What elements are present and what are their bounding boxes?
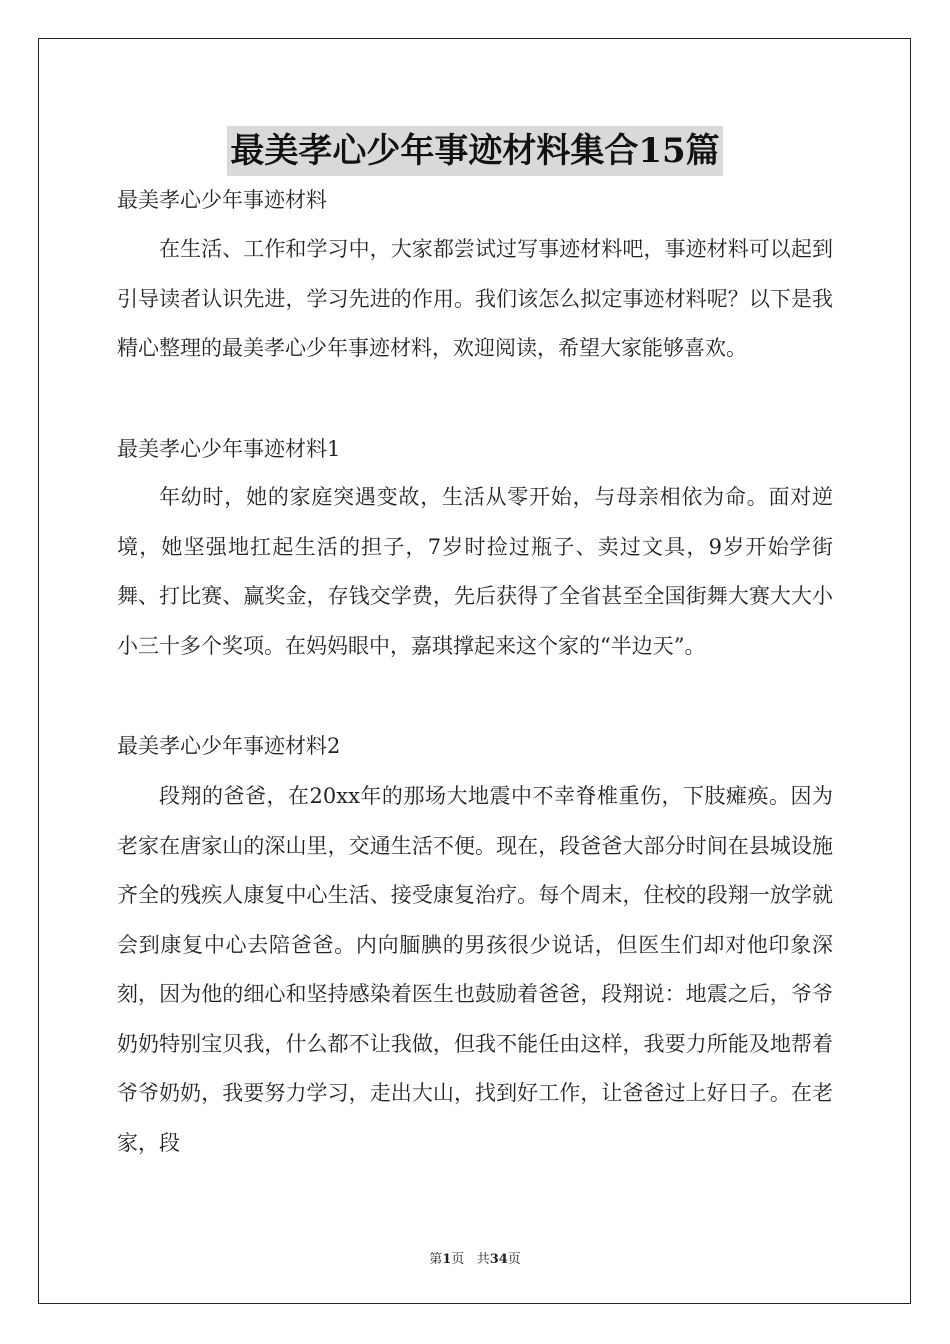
footer-page-prefix: 第 bbox=[429, 1252, 443, 1267]
footer-total-prefix: 共 bbox=[476, 1252, 490, 1267]
section-heading-2: 最美孝心少年事迹材料2 bbox=[117, 734, 341, 758]
intro-paragraph: 在生活、工作和学习中，大家都尝试过写事迹材料吧，事迹材料可以起到引导读者认识先进，学习先进的作用。我们该怎么拟定事迹材料呢？以下是我精心整理的最美孝心少年事迹材料，欢迎阅读，希望大家能够喜欢。 bbox=[117, 237, 833, 360]
footer-page-number: 1 bbox=[442, 1252, 452, 1267]
intro-heading: 最美孝心少年事迹材料 bbox=[117, 188, 327, 212]
page-footer bbox=[0, 1248, 950, 1267]
document-title: 最美孝心少年事迹材料集合15篇 bbox=[227, 126, 722, 176]
section-block-2 bbox=[117, 772, 833, 1168]
title-container bbox=[0, 126, 950, 176]
section-block-1 bbox=[117, 473, 833, 671]
section-paragraph-2: 段翔的爸爸，在20xx年的那场大地震中不幸脊椎重伤，下肢瘫痪。因为老家在唐家山的深山里，交通生活不便。现在，段爸爸大部分时间在县城设施齐全的残疾人康复中心生活、接受康复治疗。每个周末，住校的段翔一放学就会到康复中心去陪爸爸。内向腼腆的男孩很少说话，但医生们却对他印象深刻，因为他的细心和坚持感染着医生也鼓励着爸爸，段翔说：地震之后，爷爷奶奶特别宝贝我，什么都不让我做，但我不能任由这样，我要力所能及地帮着爷爷奶奶，我要努力学习，走出大山，找到好工作，让爸爸过上好日子。在老家，段 bbox=[117, 784, 833, 1155]
footer-total-suffix: 页 bbox=[507, 1252, 521, 1267]
footer-page-suffix: 页 bbox=[451, 1252, 465, 1267]
section-paragraph-1: 年幼时，她的家庭突遇变故，生活从零开始，与母亲相依为命。面对逆境，她坚强地扛起生活的担子，7岁时捡过瓶子、卖过文具，9岁开始学街舞、打比赛、赢奖金，存钱交学费，先后获得了全省甚至全国街舞大赛大大小小三十多个奖项。在妈妈眼中，嘉琪撑起来这个家的“半边天”。 bbox=[117, 485, 833, 658]
section-heading-1: 最美孝心少年事迹材料1 bbox=[117, 437, 341, 461]
footer-total-pages: 34 bbox=[489, 1252, 508, 1267]
intro-block bbox=[117, 225, 833, 374]
